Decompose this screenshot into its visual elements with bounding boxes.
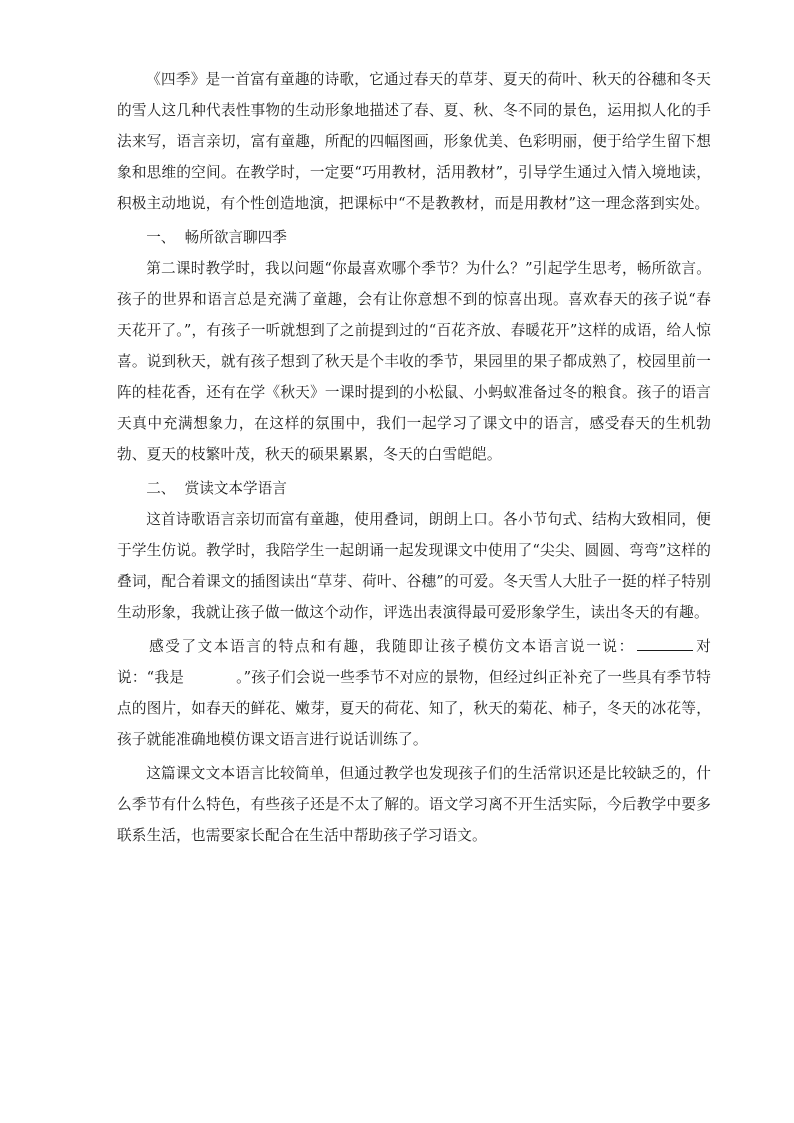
fill-in-blank-line	[637, 636, 693, 651]
section-1-paragraph: 第二课时教学时，我以问题“你最喜欢哪个季节？为什么？”引起学生思考，畅所欲言。孩子的世界和语言总是充满了童趣，会有让你意想不到的惊喜出现。喜欢春天的孩子说“春天花开了。”，有孩子一听就想到了之前提到过的“百花齐放、春暖花开”这样的成语，给人惊喜。说到秋天，就有孩子想到了秋天是个丰收的季节，果园里的果子都成熟了，校园里前一阵的桂花香，还有在学《秋天》一课时提到的小松鼠、小蚂蚁准备过冬的粮食。孩子的语言天真中充满想象力，在这样的氛围中，我们一起学习了课文中的语言，感受春天的生机勃勃、夏天的枝繁叶茂，秋天的硕果累累，冬天的白雪皑皑。	[117, 260, 711, 463]
reflection-paragraph: 这篇课文文本语言比较简单，但通过教学也发现孩子们的生活常识还是比较缺乏的，什么季节有什么特色，有些孩子还是不太了解的。语文学习离不开生活实际，今后教学中要多联系生活，也需要家长配合在生活中帮助孩子学习语文。	[117, 765, 711, 844]
intro-paragraph: 《四季》是一首富有童趣的诗歌，它通过春天的草芽、夏天的荷叶、秋天的谷穗和冬天的雪人这几种代表性事物的生动形象地描述了春、夏、秋、冬不同的景色，运用拟人化的手法来写，语言亲切，富有童趣，所配的四幅图画，形象优美、色彩明丽，便于给学生留下想象和思维的空间。在教学时，一定要“巧用教材，活用教材”，引导学生通过入情入境地读，积极主动地说，有个性创造地演，把课标中“不是教教材，而是用教材”这一理念落到实处。	[117, 71, 711, 212]
section-heading-2: 二、 赏读文本学语言	[146, 480, 287, 497]
section-heading-1: 一、 畅所欲言聊四季	[146, 229, 287, 246]
section-2-paragraph: 这首诗歌语言亲切而富有童趣，使用叠词，朗朗上口。各小节句式、结构大致相同，便于学生仿说。教学时，我陪学生一起朗诵一起发现课文中使用了“尖尖、圆圆、弯弯”这样的叠词，配合着课文的插图读出“草芽、荷叶、谷穗”的可爱。冬天雪人大肚子一挺的样子特别生动形象，我就让孩子做一做这个动作，评选出表演得最可爱形象学生，读出冬天的有趣。	[117, 511, 711, 621]
imitation-text-part-2: 对说：“我是	[117, 638, 711, 686]
imitation-text-part-1: 感受了文本语言的特点和有趣，我随即让孩子模仿文本语言说一说：	[149, 638, 635, 655]
document-page	[117, 64, 711, 851]
imitation-text-part-3: 。”孩子们会说一些季节不对应的景物，但经过纠正补充了一些具有季节特点的图片，如春天的鲜花、嫩芽，夏天的荷花、知了，秋天的菊花、柿子，冬天的冰花等，孩子就能准确地模仿课文语言进行说话训练了。	[117, 669, 712, 748]
imitation-paragraph	[117, 631, 711, 755]
